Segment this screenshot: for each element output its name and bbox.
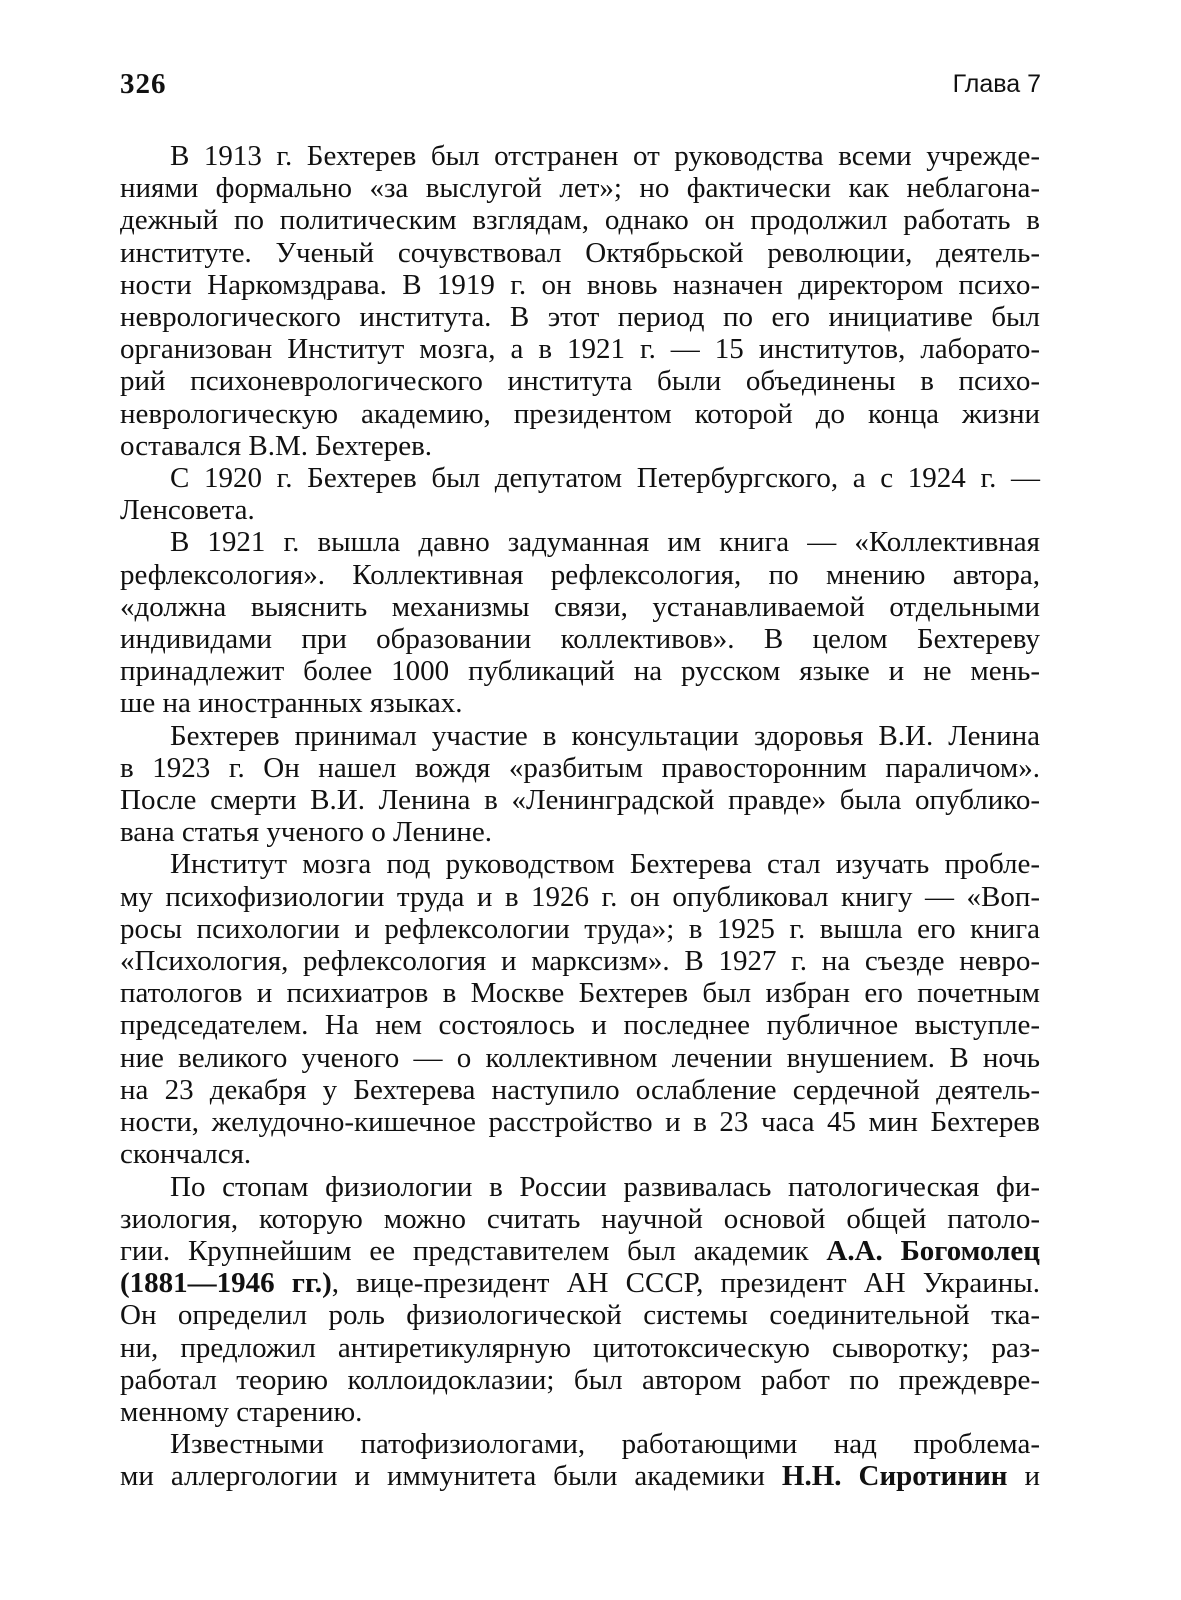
text-line: рий психоневрологического института были объединены в психо- — [120, 365, 1040, 398]
text-line: неврологического института. В этот период по его инициативе был — [120, 301, 1040, 334]
text-line: В 1913 г. Бехтерев был отстранен от руководства всеми учрежде- — [170, 140, 1040, 172]
text-line: Бехтерев принимал участие в консультации здоровья В.И. Ленина — [170, 719, 1040, 752]
text-line: ности Наркомздрава. В 1919 г. он вновь назначен директором психо- — [120, 268, 1040, 301]
text-line: му психофизиологии труда и в 1926 г. он опубликовал книгу — «Воп- — [120, 880, 1040, 913]
running-head: Глава 7 — [952, 70, 1041, 98]
text-line: председателем. На нем состоялось и последнее публичное выступле- — [120, 1009, 1040, 1042]
person-name-bogomolets: А.А. Богомолец — [826, 1234, 1041, 1267]
text-line: В 1921 г. вышла давно задуманная им книга — «Коллективная — [170, 526, 1040, 559]
text-line: росы психологии и рефлексологии труда»; в 1925 г. вышла его книга — [120, 912, 1040, 945]
text-fragment: , вице-президент АН СССР, президент АН Украины. — [331, 1267, 1040, 1300]
text-line: на 23 декабря у Бехтерева наступило ослабление сердечной деятель- — [120, 1073, 1040, 1106]
paragraph-5 — [120, 848, 1040, 1170]
body-text — [120, 140, 1040, 1493]
text-line: ше на иностранных языках. — [120, 687, 463, 720]
text-line: По стопам физиологии в России развивалась патологическая фи- — [170, 1170, 1040, 1203]
text-line: дежный по политическим взглядам, однако он продолжил работать в — [120, 204, 1040, 237]
text-line: После смерти В.И. Ленина в «Ленинградской правде» была опублико- — [120, 784, 1040, 817]
text-line: скончался. — [120, 1138, 252, 1171]
text-line: С 1920 г. Бехтерев был депутатом Петербургского, а с 1924 г. — — [170, 462, 1040, 495]
text-line: работал теорию коллоидоклазии; был автором работ по преждевре- — [120, 1363, 1040, 1396]
paragraph-1 — [120, 140, 1040, 462]
paragraph-4 — [120, 720, 1040, 849]
text-line: ности, желудочно-кишечное расстройство и в 23 часа 45 мин Бехтерев — [120, 1106, 1040, 1139]
text-fragment: гии. Крупнейшим ее представителем был академик — [120, 1234, 827, 1267]
text-line: ни, предложил антиретикулярную цитотоксическую сыворотку; раз- — [120, 1331, 1040, 1364]
page-header — [120, 68, 1041, 108]
text-line: неврологическую академию, президентом которой до конца жизни — [120, 397, 1040, 430]
text-line: вана статья ученого о Ленине. — [120, 816, 493, 849]
page-number: 326 — [120, 68, 167, 100]
paragraph-7 — [120, 1428, 1040, 1492]
person-name-sirotinin: Н.Н. Сиротинин — [781, 1460, 1008, 1493]
text-line: институте. Ученый сочувствовал Октябрьской революции, деятель- — [120, 236, 1040, 269]
text-line: ние великого ученого — о коллективном лечении внушением. В ночь — [120, 1041, 1040, 1074]
text-line — [120, 1235, 1040, 1267]
text-line: принадлежит более 1000 публикаций на русском языке и не мень- — [120, 655, 1040, 688]
text-line — [120, 1267, 1040, 1299]
text-line: Он определил роль физиологической системы соединительной тка- — [120, 1299, 1040, 1332]
text-fragment: и — [1007, 1460, 1041, 1493]
text-line: индивидами при образовании коллективов». В целом Бехтереву — [120, 623, 1040, 656]
text-line: организован Институт мозга, а в 1921 г. — 15 институтов, лаборато- — [120, 333, 1040, 366]
text-line: «должна выяснить механизмы связи, устанавливаемой отдельными — [120, 590, 1040, 623]
text-line: Ленсовета. — [120, 494, 255, 527]
paragraph-3 — [120, 526, 1040, 719]
text-line: менному старению. — [120, 1395, 363, 1428]
text-fragment: ми аллергологии и иммунитета были академики — [120, 1460, 782, 1493]
text-line: Институт мозга под руководством Бехтерева стал изучать пробле- — [170, 848, 1040, 881]
paragraph-2 — [120, 462, 1040, 526]
text-line: зиология, которую можно считать научной основой общей патоло- — [120, 1202, 1040, 1235]
text-line: патологов и психиатров в Москве Бехтерев был избран его почетным — [120, 977, 1040, 1010]
text-line: Известными патофизиологами, работающими над проблема- — [170, 1428, 1040, 1461]
text-line: ниями формально «за выслугой лет»; но фактически как неблагона- — [120, 172, 1040, 205]
text-line: рефлексология». Коллективная рефлексология, по мнению автора, — [120, 558, 1040, 591]
text-line — [120, 1460, 1040, 1492]
paragraph-6 — [120, 1171, 1040, 1429]
text-line: в 1923 г. Он нашел вождя «разбитым правосторонним параличом». — [120, 751, 1040, 784]
text-line: оставался В.М. Бехтерев. — [120, 429, 433, 462]
text-line: «Психология, рефлексология и марксизм». В 1927 г. на съезде невро- — [120, 945, 1040, 978]
person-years: (1881—1946 гг.) — [120, 1267, 332, 1300]
